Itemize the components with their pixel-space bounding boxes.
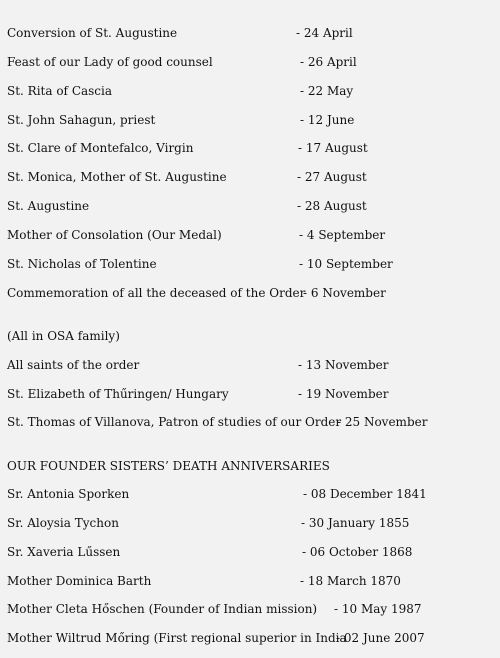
feast-name: St. Monica, Mother of St. Augustine — [7, 170, 227, 184]
osa-note: (All in OSA family) — [7, 329, 120, 343]
founders-heading: OUR FOUNDER SISTERS’ DEATH ANNIVERSARIES — [7, 459, 330, 473]
founder-date: - 02 June 2007 — [336, 631, 425, 645]
feast-date: - 27 August — [297, 170, 367, 184]
feast-name: Conversion of St. Augustine — [7, 26, 178, 40]
founder-date: - 18 March 1870 — [300, 574, 401, 588]
feast-date: - 17 August — [298, 141, 368, 155]
osa-feast-date: - 13 November — [298, 358, 389, 372]
feast-name: Commemoration of all the deceased of the Order — [7, 286, 306, 300]
osa-feast-name: All saints of the order — [7, 358, 140, 372]
osa-feast-date: - 25 November — [337, 415, 428, 429]
feast-date: - 24 April — [296, 26, 353, 40]
osa-feast-name: St. Elizabeth of Thűringen/ Hungary — [7, 387, 229, 401]
founder-name: Mother Cleta Hőschen (Founder of Indian mission) — [7, 602, 318, 616]
founder-date: - 30 January 1855 — [301, 516, 410, 530]
feast-name: St. Clare of Montefalco, Virgin — [7, 141, 194, 155]
founder-name: Sr. Aloysia Tychon — [7, 516, 119, 530]
feast-name: St. Nicholas of Tolentine — [7, 257, 157, 271]
feast-date: - 26 April — [300, 55, 357, 69]
founder-date: - 08 December 1841 — [303, 487, 427, 501]
feast-date: - 10 September — [299, 257, 393, 271]
feast-name: St. Rita of Cascia — [7, 84, 113, 98]
feast-date: - 28 August — [297, 199, 367, 213]
founder-name: Mother Wiltrud Mőring (First regional superior in India — [7, 631, 347, 645]
feast-date: - 4 September — [299, 228, 386, 242]
founder-name: Sr. Xaveria Lűssen — [7, 545, 121, 559]
feast-date: - 12 June — [300, 113, 355, 127]
feast-name: St. Augustine — [7, 199, 90, 213]
feast-name: Feast of our Lady of good counsel — [7, 55, 213, 69]
osa-feast-date: - 19 November — [298, 387, 389, 401]
feast-date: - 22 May — [300, 84, 354, 98]
founder-name: Sr. Antonia Sporken — [7, 487, 130, 501]
osa-feast-name: St. Thomas of Villanova, Patron of studies of our Order — [7, 415, 342, 429]
feast-name: St. John Sahagun, priest — [7, 113, 156, 127]
feast-name: Mother of Consolation (Our Medal) — [7, 228, 222, 242]
founder-name: Mother Dominica Barth — [7, 574, 152, 588]
founder-date: - 06 October 1868 — [302, 545, 413, 559]
founder-date: - 10 May 1987 — [334, 602, 422, 616]
feast-date: - 6 November — [303, 286, 386, 300]
